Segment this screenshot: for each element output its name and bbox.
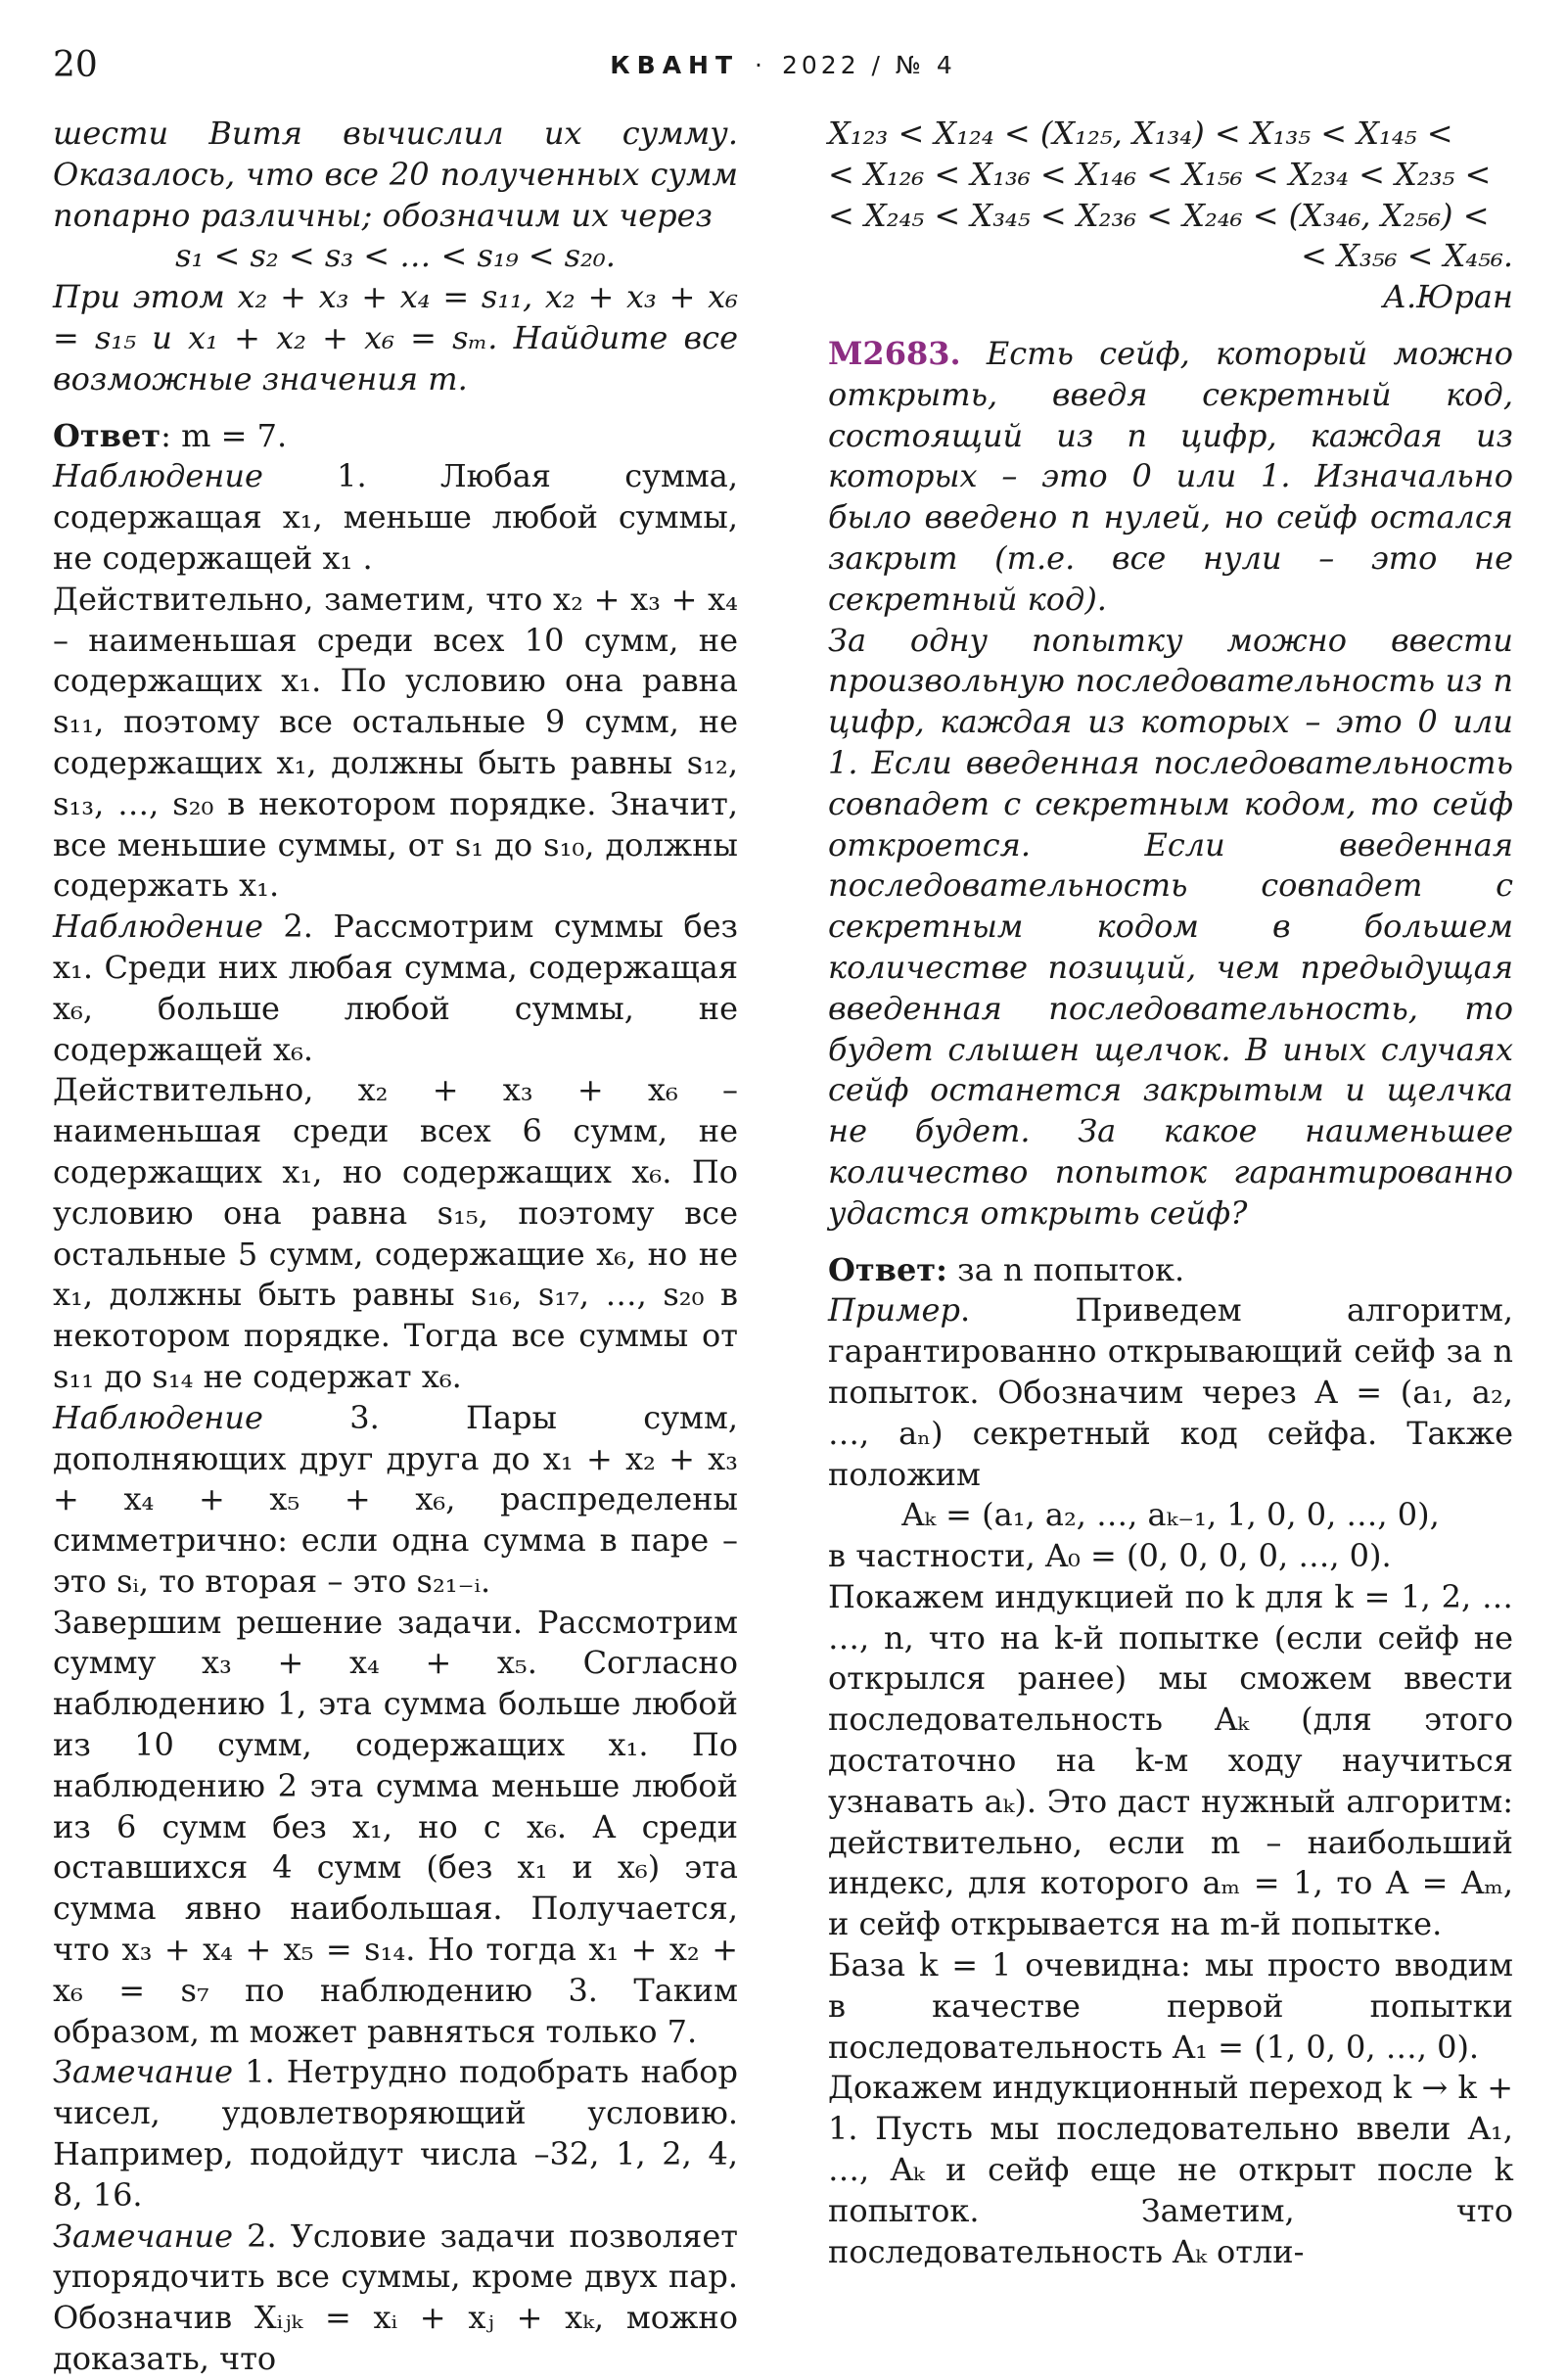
ordering-formula-line-3: < X₂₄₅ < X₃₄₅ < X₂₃₆ < X₂₄₆ < (X₃₄₆, X₂₅₆) < — [828, 196, 1490, 234]
journal-name: КВАНТ — [610, 51, 740, 79]
proof-paragraph-1: Действительно, заметим, что x₂ + x₃ + x₄ – наименьшая среди всех 10 сумм, не содержащих x₁. По условию она равна s₁₁, поэтому все остальные 9 сумм, не содержащих x₁, должны быть равны s₁₂, s₁₃, …, s₂₀ в некотором порядке. Значит, все меньшие суммы, от s₁ до s₁₀, должны содержать x₁. — [53, 580, 738, 905]
problem-rules: За одну попытку можно ввести произвольную последовательность из n цифр, каждая из которых – это 0 или 1. Если введенная последовательность совпадет с секретным кодом, то сейф откроется. Если введенная последовательность совпадет с секретным кодом в большем количестве позиций, чем предыдущая введенная последовательность, то будет слышен щелчок. В иных случаях сейф останется закрытым и щелчка не будет. За какое наименьшее количество попыток гарантированно удастся открыть сейф? — [828, 621, 1513, 1232]
page-header — [0, 45, 1566, 84]
example-text: . Приведем алгоритм, гарантированно открывающий сейф за n попыток. Обозначим через A = (a₁, a₂, …, aₙ) секретный код сейфа. Также положим — [828, 1291, 1513, 1493]
answer-label: Ответ: — [828, 1250, 947, 1288]
proof-paragraph-2: Действительно, x₂ + x₃ + x₆ – наименьшая среди всех 6 сумм, не содержащих x₁, но содержащих x₆. По условию она равна s₁₅, поэтому все остальные 5 сумм, содержащие x₆, но не x₁, должны быть равны s₁₆, s₁₇, …, s₂₀ в некотором порядке. Тогда все суммы от s₁₁ до s₁₄ не содержат x₆. — [53, 1071, 738, 1395]
observation-1-text: 1. Любая сумма, содержащая x₁, меньше любой суммы, не содержащей x₁ . — [53, 457, 738, 577]
right-column — [828, 114, 1513, 2272]
problem-conditions: При этом x₂ + x₃ + x₄ = s₁₁, x₂ + x₃ + x₆ = s₁₅ и x₁ + x₂ + x₆ = sₘ. Найдите все возможные значения m. — [53, 278, 738, 397]
problem-intro: Есть сейф, который можно открыть, введя секретный код, состоящий из n цифр, каждая из которых – это 0 или 1. Изначально было введено n нулей, но сейф остался закрыт (т.е. все нули – это не секретный код). — [828, 334, 1513, 618]
induction-base: База k = 1 очевидна: мы просто вводим в качестве первой попытки последовательность A₁ = (1, 0, 0, …, 0). — [828, 1946, 1513, 2066]
remark-2 — [53, 2217, 738, 2380]
observation-2-label: Наблюдение — [53, 908, 263, 946]
ak-definition-formula: Aₖ = (a₁, a₂, …, aₖ₋₁, 1, 0, 0, …, 0), — [901, 1496, 1440, 1534]
remark-1-label: Замечание — [53, 2053, 234, 2091]
ordering-formula-line-2: < X₁₂₆ < X₁₃₆ < X₁₄₆ < X₁₅₆ < X₂₃₄ < X₂₃₅ < — [828, 155, 1492, 193]
answer-value: : m = 7. — [161, 416, 288, 454]
observation-3 — [53, 1398, 738, 1603]
issue-number: 2022 / № 4 — [781, 51, 956, 79]
observation-2-text: 2. Рассмотрим суммы без x₁. Среди них любая сумма, содержащая x₆, больше любой суммы, не содержащей x₆. — [53, 908, 738, 1068]
answer-label: Ответ — [53, 416, 161, 454]
sums-ordering-formula: s₁ < s₂ < s₃ < … < s₁₉ < s₂₀. — [175, 237, 616, 275]
induction-step: Докажем индукционный переход k → k + 1. Пусть мы последовательно ввели A₁, …, Aₖ и сейф еще не открыт после k попыток. Заметим, что последовательность Aₖ отли- — [828, 2069, 1513, 2270]
ordering-formula-line-4: < X₃₅₆ < X₄₅₆. — [1301, 237, 1513, 275]
problem-number: М2683. — [828, 334, 961, 372]
remark-1 — [53, 2052, 738, 2216]
remark-2-label: Замечание — [53, 2217, 234, 2255]
problem-statement — [828, 334, 1513, 621]
journal-title-line — [0, 51, 1566, 79]
solution-conclusion: Завершим решение задачи. Рассмотрим сумму x₃ + x₄ + x₅. Согласно наблюдению 1, эта сумма больше любой из 10 сумм, содержащих x₁. По наблюдению 2 эта сумма меньше любой из 6 сумм без x₁, но с x₆. А среди оставшихся 4 сумм (без x₁ и x₆) эта сумма явно наибольшая. Получается, что x₃ + x₄ + x₅ = s₁₄. Но тогда x₁ + x₂ + x₆ = s₇ по наблюдению 3. Таким образом, m может равняться только 7. — [53, 1603, 739, 2050]
header-separator: · — [755, 51, 766, 79]
observation-3-text: 3. Пары сумм, дополняющих друг друга до x₁ + x₂ + x₃ + x₄ + x₅ + x₆, распределены симметрично: если одна сумма в паре – это sᵢ, то вторая – это s₂₁₋ᵢ. — [53, 1398, 738, 1600]
observation-1 — [53, 456, 738, 579]
observation-3-label: Наблюдение — [53, 1398, 263, 1436]
observation-1-label: Наблюдение — [53, 457, 263, 495]
left-column — [53, 114, 738, 2380]
observation-2 — [53, 907, 738, 1070]
answer-line — [828, 1250, 1513, 1291]
example-label: Пример — [828, 1291, 960, 1330]
page-number: 20 — [53, 45, 98, 85]
induction-paragraph: Покажем индукцией по k для k = 1, 2, … …, n, что на k-й попытке (если сейф не открылся ранее) мы сможем ввести последовательность Aₖ (для этого достаточно на k-м ходу научиться узнавать aₖ). Это даст нужный алгоритм: действительно, если m – наибольший индекс, для которого aₘ = 1, то A = Aₘ, и сейф открывается на m-й попытке. — [828, 1577, 1513, 1943]
example-paragraph — [828, 1290, 1513, 1495]
ordering-formula-line-1: X₁₂₃ < X₁₂₄ < (X₁₂₅, X₁₃₄) < X₁₃₅ < X₁₄₅ < — [828, 115, 1453, 152]
answer-line — [53, 416, 738, 457]
remark-2-text: 2. Условие задачи позволяет упорядочить все суммы, кроме двух пар. Обозначив Xᵢⱼₖ = xᵢ + xⱼ + xₖ, можно доказать, что — [53, 2217, 738, 2378]
remark-1-text: 1. Нетрудно подобрать набор чисел, удовлетворяющий условию. Например, подойдут числа –32, 1, 2, 4, 8, 16. — [53, 2053, 738, 2214]
author-signature: А.Юран — [1382, 278, 1513, 316]
a0-definition: в частности, A₀ = (0, 0, 0, 0, …, 0). — [828, 1537, 1392, 1575]
answer-value: за n попыток. — [946, 1250, 1185, 1288]
problem-continuation: шести Витя вычислил их сумму. Оказалось, что все 20 полученных сумм попарно различны; обозначим их через — [53, 115, 738, 234]
